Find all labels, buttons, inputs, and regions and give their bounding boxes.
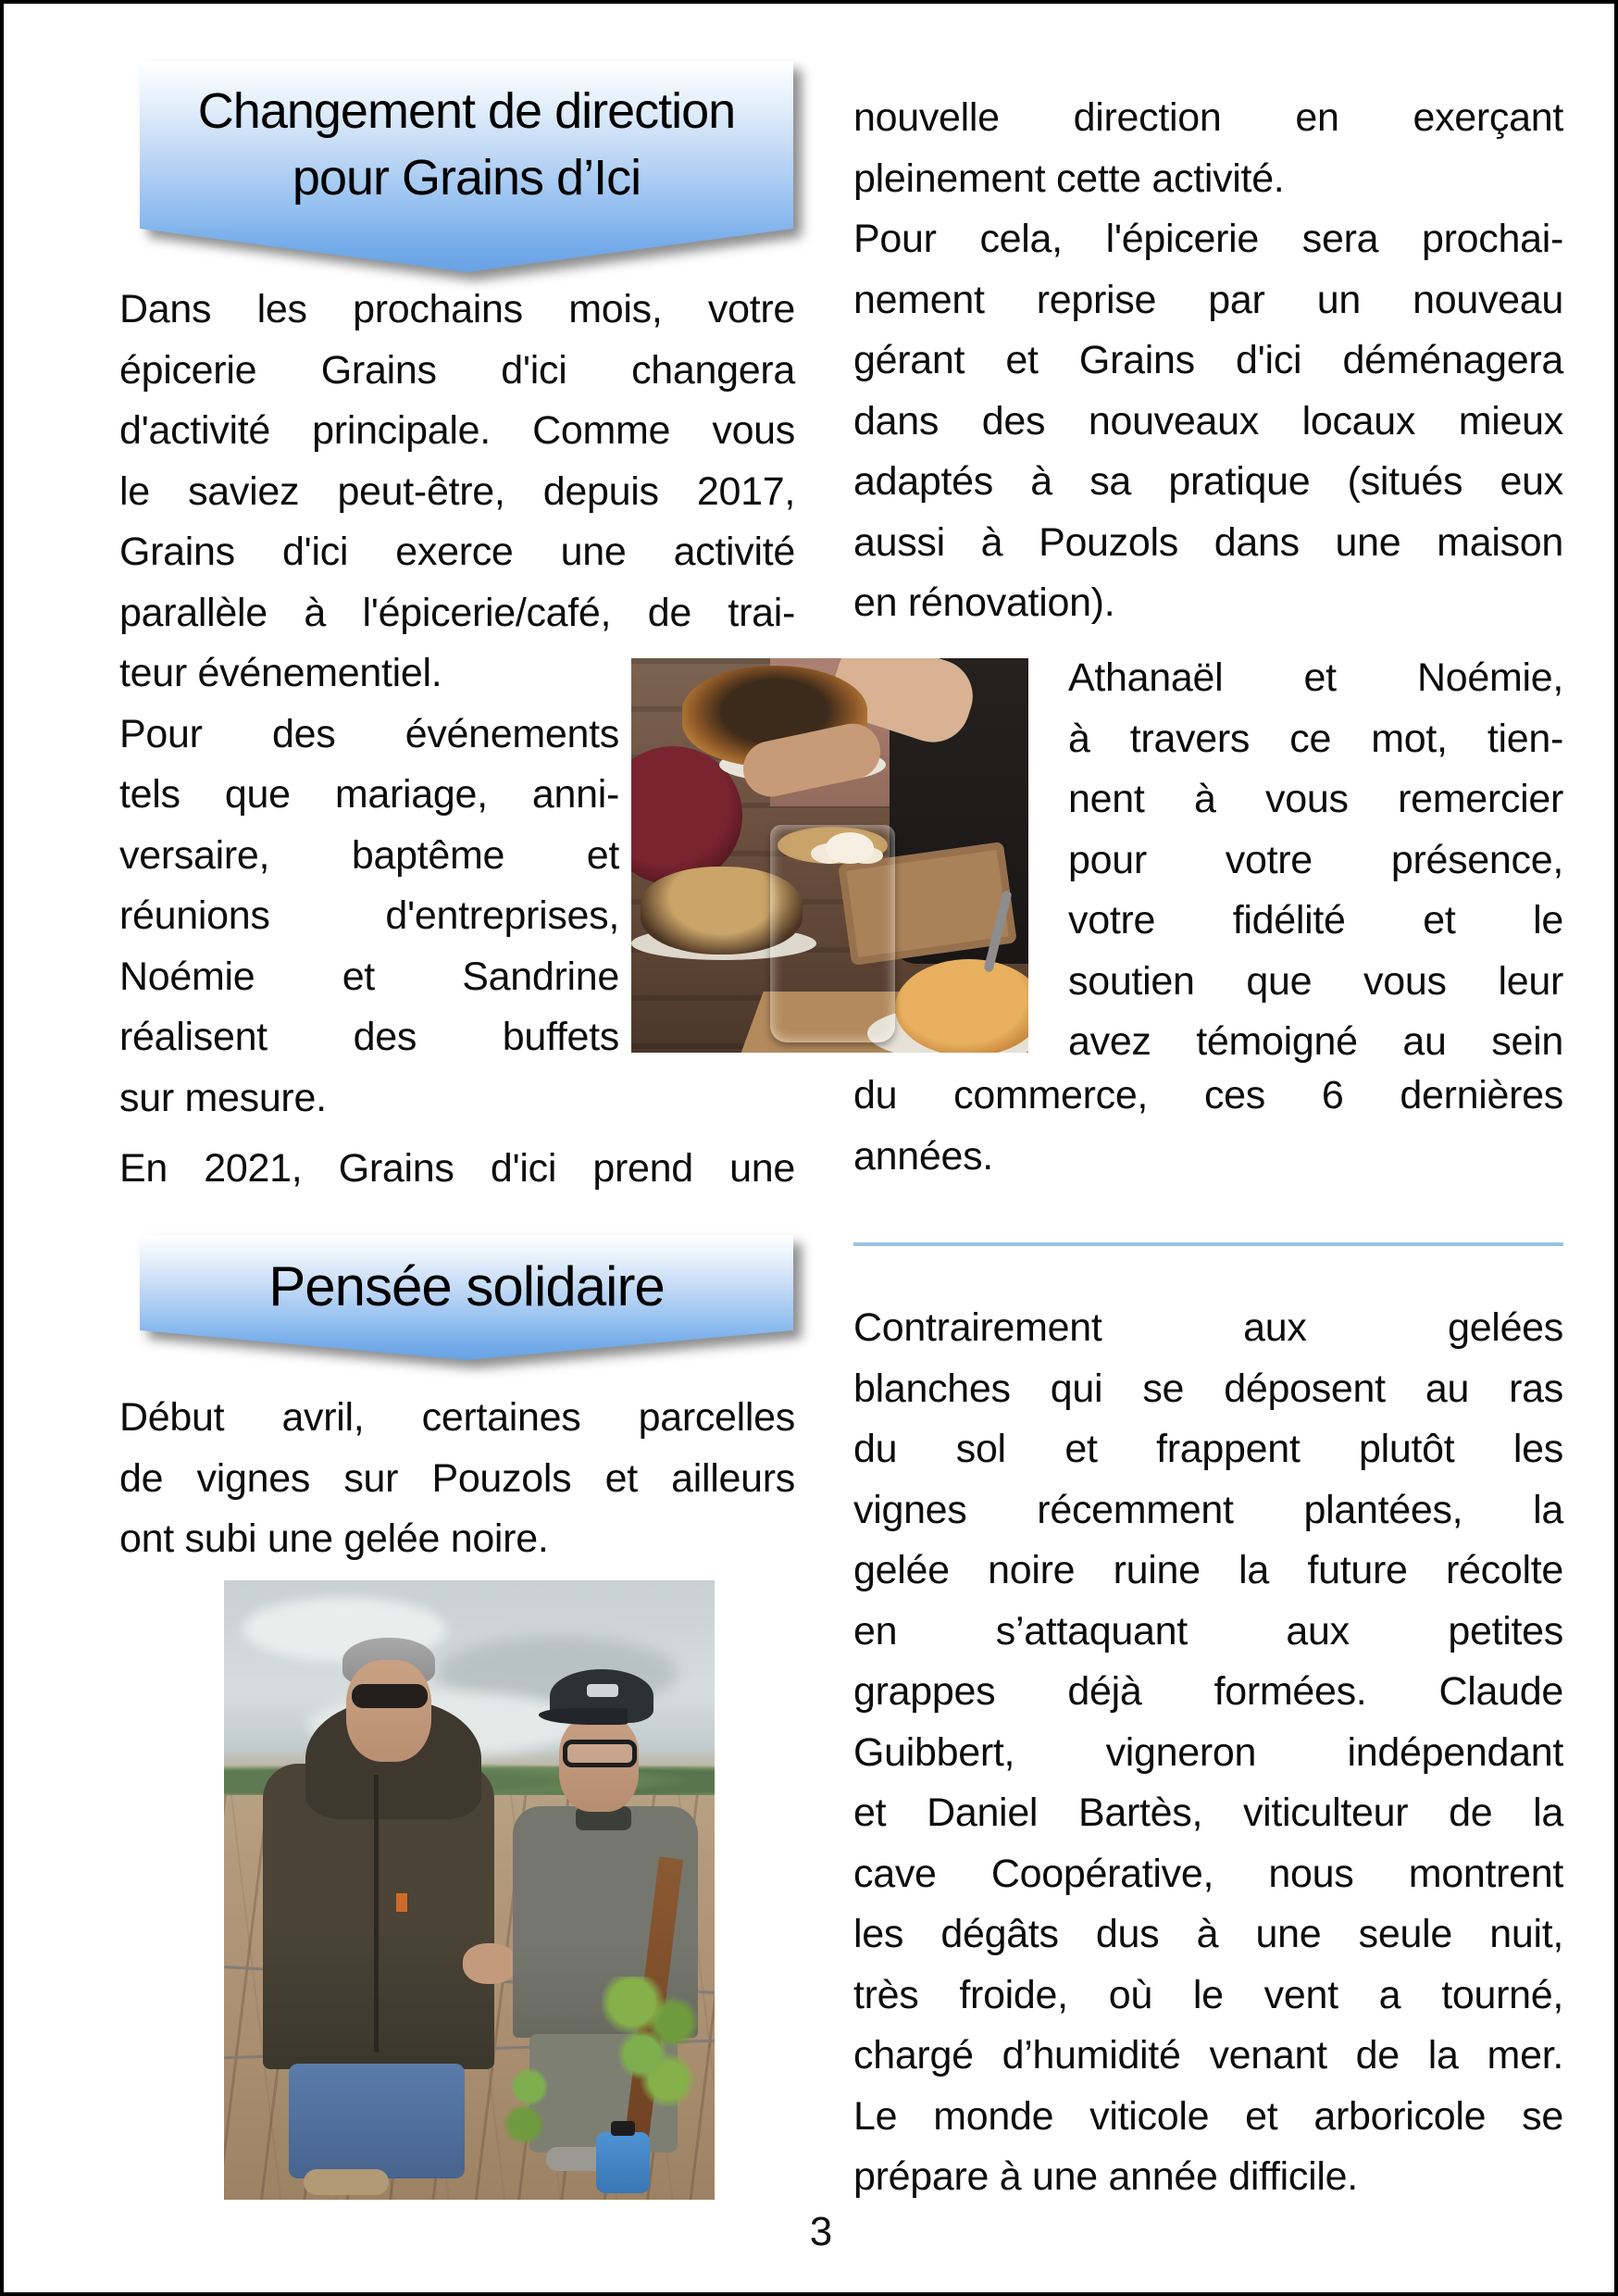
left-column-paragraph-1 — [119, 280, 795, 643]
text-line: En 2021, Grains d'ici prend une — [119, 1146, 795, 1191]
text-line: épicerie Grains d'ici changera — [119, 347, 795, 393]
text-line: sur mesure. — [119, 1075, 327, 1120]
text-line: en rénovation). — [853, 580, 1115, 625]
text-line: adaptés à sa pratique (situés eux — [853, 459, 1563, 504]
section-title: Pensée solidaire — [268, 1255, 665, 1317]
text-line: de vignes sur Pouzols et ailleurs — [119, 1455, 795, 1501]
text-line: pour votre présence, — [1068, 837, 1563, 882]
right-column-paragraph-1 — [853, 88, 1563, 634]
left-man-face — [346, 1660, 431, 1762]
shoe — [304, 2169, 389, 2195]
glasses — [563, 1740, 637, 1767]
text-line: le saviez peut-être, depuis 2017, — [119, 468, 795, 514]
text-line: versaire, baptême et — [119, 832, 619, 878]
text-line: votre fidélité et le — [1068, 898, 1563, 942]
dessert-buffet-photo — [631, 658, 1028, 1053]
section-title-line2: pour Grains d’Ici — [292, 150, 641, 206]
section-divider-line — [853, 1242, 1563, 1246]
left-column-paragraph-4 — [119, 1388, 795, 1570]
text-line: Dans les prochains mois, votre — [119, 287, 795, 331]
section-banner-changement — [140, 61, 793, 272]
text-line: Pour des événements — [119, 711, 619, 756]
text-line: gelée noire ruine la future récolte — [853, 1548, 1563, 1592]
text-line: nent à vous remercier — [1068, 777, 1563, 821]
cream-flower — [826, 832, 874, 864]
jacket-zipper — [374, 1775, 379, 2053]
cap-logo — [587, 1684, 618, 1697]
text-line: cave Coopérative, nous montrent — [853, 1851, 1563, 1896]
text-line: du sol et frappent plutôt les — [853, 1427, 1563, 1471]
text-line: Pour cela, l'épicerie sera prochai- — [853, 217, 1563, 261]
text-line: Grains d'ici exerce une activité — [119, 530, 795, 574]
section-banner-pensee-solidaire — [140, 1235, 793, 1360]
text-line: années. — [853, 1133, 993, 1179]
text-line: du commerce, ces 6 dernières — [853, 1073, 1563, 1117]
right-column-paragraph-4 — [853, 1298, 1563, 2208]
left-column-paragraph-2 — [119, 643, 619, 1129]
left-man-jeans — [289, 2064, 465, 2178]
text-line: Guibbert, vigneron indépendant — [853, 1729, 1563, 1775]
text-line: ont subi une gelée noire. — [119, 1516, 549, 1561]
text-line: chargé d’humidité venant de la mer. — [853, 2033, 1563, 2078]
text-line: avez témoigné au sein — [1068, 1019, 1563, 1064]
text-line: en s’attaquant aux petites — [853, 1608, 1563, 1653]
text-line: réalisent des buffets — [119, 1015, 619, 1059]
text-line: tels que mariage, anni- — [119, 772, 619, 817]
text-line: et Daniel Bartès, viticulteur de la — [853, 1791, 1563, 1835]
page-number: 3 — [809, 2209, 833, 2254]
right-column-paragraph-3 — [853, 1066, 1563, 1187]
text-line: les dégâts dus à une seule nuit, — [853, 1912, 1563, 1956]
cheesecake — [895, 959, 1028, 1053]
blue-canister — [596, 2132, 650, 2193]
text-line: dans des nouveaux locaux mieux — [853, 398, 1563, 443]
text-line: gérant et Grains d'ici déménagera — [853, 338, 1563, 382]
text-line: nement reprise par un nouveau — [853, 277, 1563, 322]
text-line: Début avril, certaines parcelles — [119, 1395, 795, 1440]
text-line: grappes déjà formées. Claude — [853, 1669, 1563, 1714]
text-line: d'activité principale. Comme vous — [119, 408, 795, 453]
text-line: à travers ce mot, tien- — [1068, 716, 1563, 761]
zipper-pull — [396, 1893, 407, 1912]
text-line: Athanaël et Noémie, — [1068, 655, 1563, 700]
text-line: parallèle à l'épicerie/café, de trai- — [119, 590, 795, 635]
vineyard-frost-photo — [224, 1580, 715, 2200]
text-line: Le monde viticole et arboricole se — [853, 2093, 1563, 2139]
section-title-line1: Changement de direction — [197, 83, 736, 139]
text-line: très froide, où le vent a tourné, — [853, 1972, 1563, 2017]
text-line: prépare à une année difficile. — [853, 2154, 1358, 2199]
text-line: aussi à Pouzols dans une maison — [853, 519, 1563, 565]
sunglasses — [352, 1684, 428, 1708]
text-line: réunions d'entreprises, — [119, 893, 619, 938]
text-line: teur événementiel. — [119, 651, 442, 695]
canister-cap — [611, 2121, 635, 2136]
text-line: vignes récemment plantées, la — [853, 1487, 1563, 1532]
vine-leaves — [602, 1977, 703, 2106]
text-line: blanches qui se déposent au ras — [853, 1366, 1563, 1411]
text-line: nouvelle direction en exerçant — [853, 95, 1563, 140]
hand-holding-vine — [463, 1943, 517, 1984]
text-line: Contrairement aux gelées — [853, 1305, 1563, 1350]
right-column-paragraph-2 — [1068, 648, 1563, 1073]
text-line: soutien que vous leur — [1068, 958, 1563, 1004]
vine-leaves — [502, 2062, 557, 2145]
text-line: pleinement cette activité. — [853, 156, 1285, 201]
text-line: Noémie et Sandrine — [119, 954, 619, 999]
left-column-paragraph-3 — [119, 1139, 795, 1200]
